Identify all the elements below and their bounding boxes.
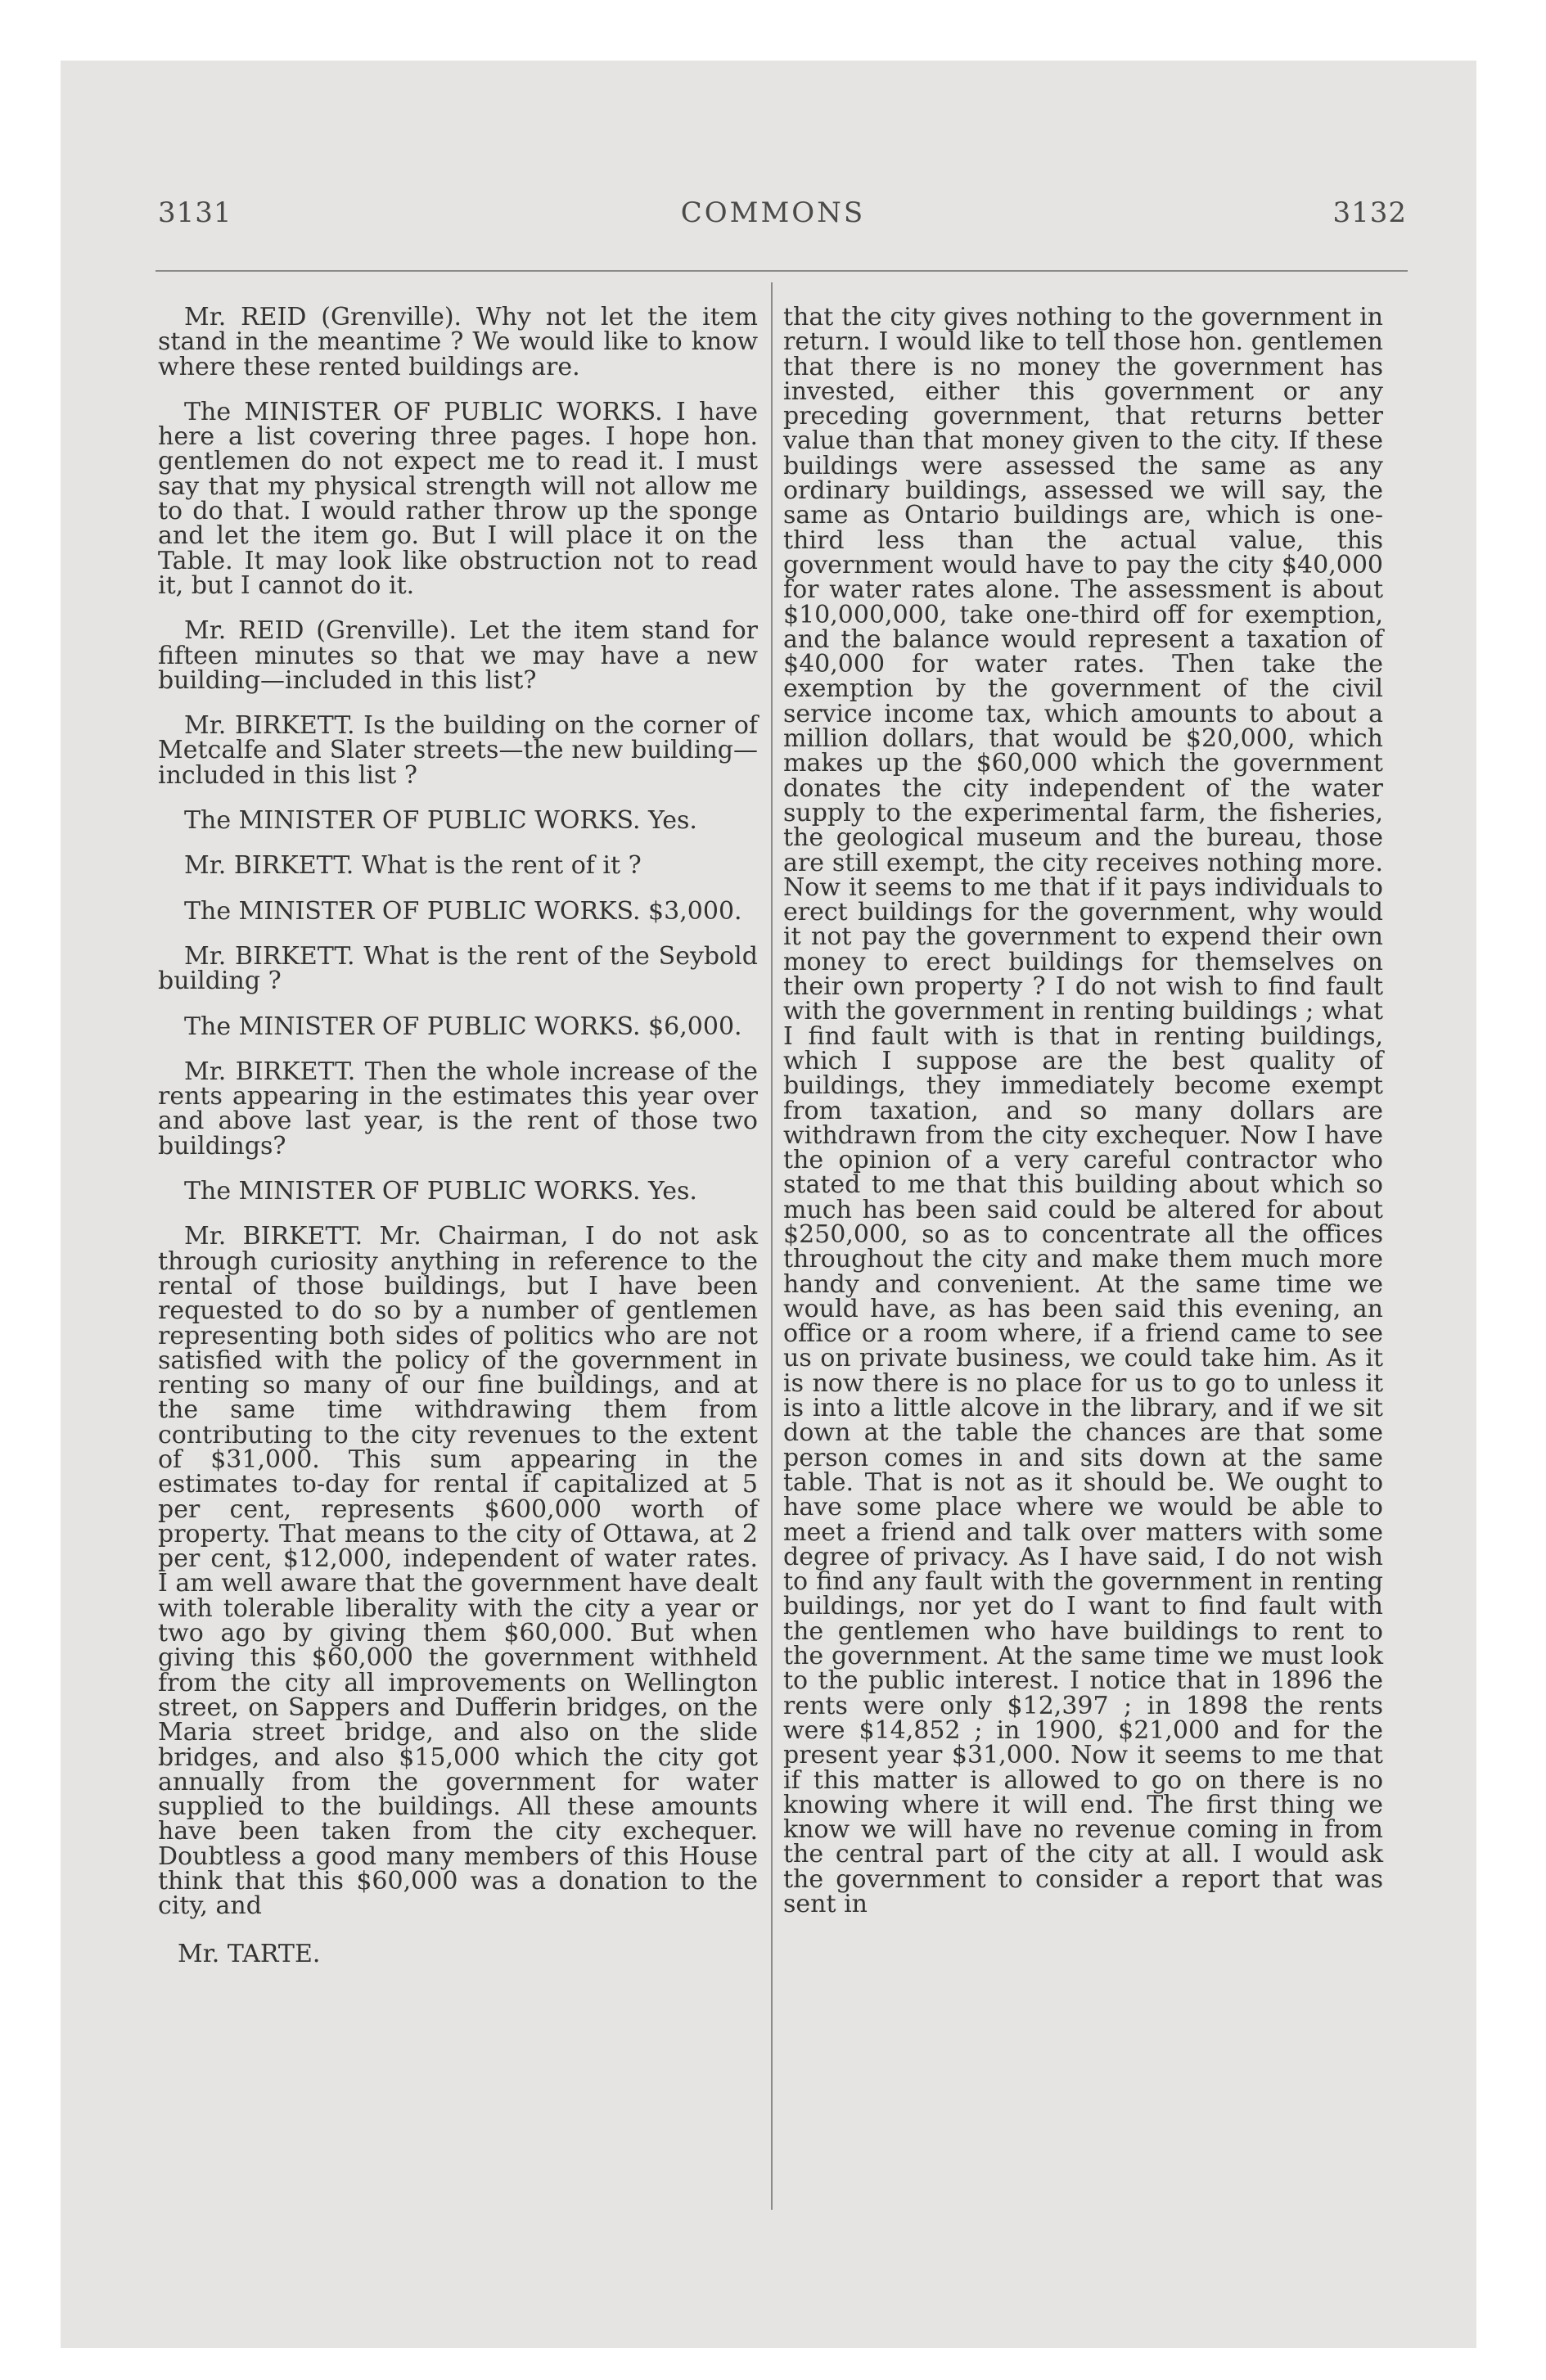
page-number-left: 3131 bbox=[158, 196, 232, 229]
paragraph: Mr. BIRKETT. Mr. Chairman, I do not ask through curiosity anything in reference to the rental of those buildings, but I have been requested to do so by a number of gentlemen representing both sides of politics who are not satisfied with the policy of the government in renting so many of our fine buildings, and at the same time withdrawing them from contributing to the city revenues to the extent of $31,000. This sum appearing in the estimates to-day for rental if capitalized at 5 per cent, represents $600,000 worth of property. That means to the city of Ottawa, at 2 per cent, $12,000, independent of water rates. I am well aware that the government have dealt with tolerable liberality with the city a year or two ago by giving them $60,000. But when giving this $60,000 the government withheld from the city all improvements on Wellington street, on Sappers and Dufferin bridges, on the Maria street bridge, and also on the slide bridges, and also $15,000 which the city got annually from the government for water supplied to the buildings. All these amounts have been taken from the city exchequer. Doubtless a good many members of this House think that this $60,000 was a donation to the city, and bbox=[158, 1222, 758, 1921]
column-divider bbox=[771, 282, 773, 2210]
paragraph: The MINISTER OF PUBLIC WORKS. $6,000. bbox=[184, 1012, 742, 1041]
paragraph: Mr. REID (Grenville). Why not let the item stand in the meantime ? We would like to know where these rented buildings are. bbox=[158, 303, 758, 381]
page-number-right: 3132 bbox=[1332, 196, 1407, 229]
paragraph: Mr. REID (Grenville). Let the item stand for fifteen minutes so that we may have a new building—included in this list? bbox=[158, 616, 758, 695]
paragraph: The MINISTER OF PUBLIC WORKS. Yes. bbox=[184, 1177, 697, 1206]
paragraph: Mr. BIRKETT. Then the whole increase of the rents appearing in the estimates this year over and above last year, is the rent of those two buildings? bbox=[158, 1057, 758, 1161]
left-column bbox=[158, 305, 758, 1987]
right-column bbox=[783, 305, 1383, 1917]
paragraph: Mr. BIRKETT. What is the rent of the Seybold building ? bbox=[158, 941, 758, 996]
paragraph: The MINISTER OF PUBLIC WORKS. I have here a list covering three pages. I hope hon. gentlemen do not expect me to read it. I must say that my physical strength will not allow me to do that. I would rather throw up the sponge and let the item go. But I will place it on the Table. It may look like obstruction not to read it, but I cannot do it. bbox=[158, 397, 758, 600]
running-title: COMMONS bbox=[680, 196, 866, 229]
paragraph: Mr. BIRKETT. What is the rent of it ? bbox=[184, 851, 642, 881]
paragraph: that the city gives nothing to the government in return. I would like to tell those hon. gentlemen that there is no money the government has invested, either this government or any preceding government, that returns better value than that money given to the city. If these buildings were assessed the same as any ordinary buildings, assessed we will say, the same as Ontario buildings are, which is one-third less than the actual value, this government would have to pay the city $40,000 for water rates alone. The assessment is about $10,000,000, take one-third off for exemption, and the balance would represent a taxation of $40,000 for water rates. Then take the exemption by the government of the civil service income tax, which amounts to about a million dollars, that would be $20,000, which makes up the $60,000 which the government donates the city independent of the water supply to the experimental farm, the fisheries, the geological museum and the bureau, those are still exempt, the city receives nothing more. Now it seems to me that if it pays individuals to erect buildings for the government, why would it not pay the government to expend their own money to erect buildings for themselves on their own property ? I do not wish to find fault with the government in renting buildings ; what I find fault with is that in renting buildings, which I suppose are the best quality of buildings, they immediately become exempt from taxation, and so many dollars are withdrawn from the city exchequer. Now I have the opinion of a very careful contractor who stated to me that this building about which so much has been said could be altered for about $250,000, so as to concentrate all the offices throughout the city and make them much more handy and convenient. At the same time we would have, as has been said this evening, an office or a room where, if a friend came to see us on private business, we could take him. As it is now there is no place for us to go to unless it is into a little alcove in the library, and if we sit down at the table the chances are that some person comes in and sits down at the same table. That is not as it should be. We ought to have some place where we would be able to meet a friend and talk over matters with some degree of privacy. As I have said, I do not wish to find any fault with the government in renting buildings, nor yet do I want to find fault with the gentlemen who have buildings to rent to the government. At the same time we must look to the public interest. I notice that in 1896 the rents were only $12,397 ; in 1898 the rents were $14,852 ; in 1900, $21,000 and for the present year $31,000. Now it seems to me that if this matter is allowed to go on there is no knowing where it will end. The first thing we know we will have no revenue coming in from the central part of the city at all. I would ask the government to consider a report that was sent in bbox=[783, 303, 1383, 1918]
paragraph: The MINISTER OF PUBLIC WORKS. Yes. bbox=[184, 806, 697, 836]
paragraph: Mr. BIRKETT. Is the building on the corner of Metcalfe and Slater streets—the new building—included in this list ? bbox=[158, 711, 758, 790]
catchword: Mr. TARTE. bbox=[178, 1939, 321, 1968]
paragraph: The MINISTER OF PUBLIC WORKS. $3,000. bbox=[184, 896, 742, 926]
header-rule bbox=[156, 270, 1408, 272]
